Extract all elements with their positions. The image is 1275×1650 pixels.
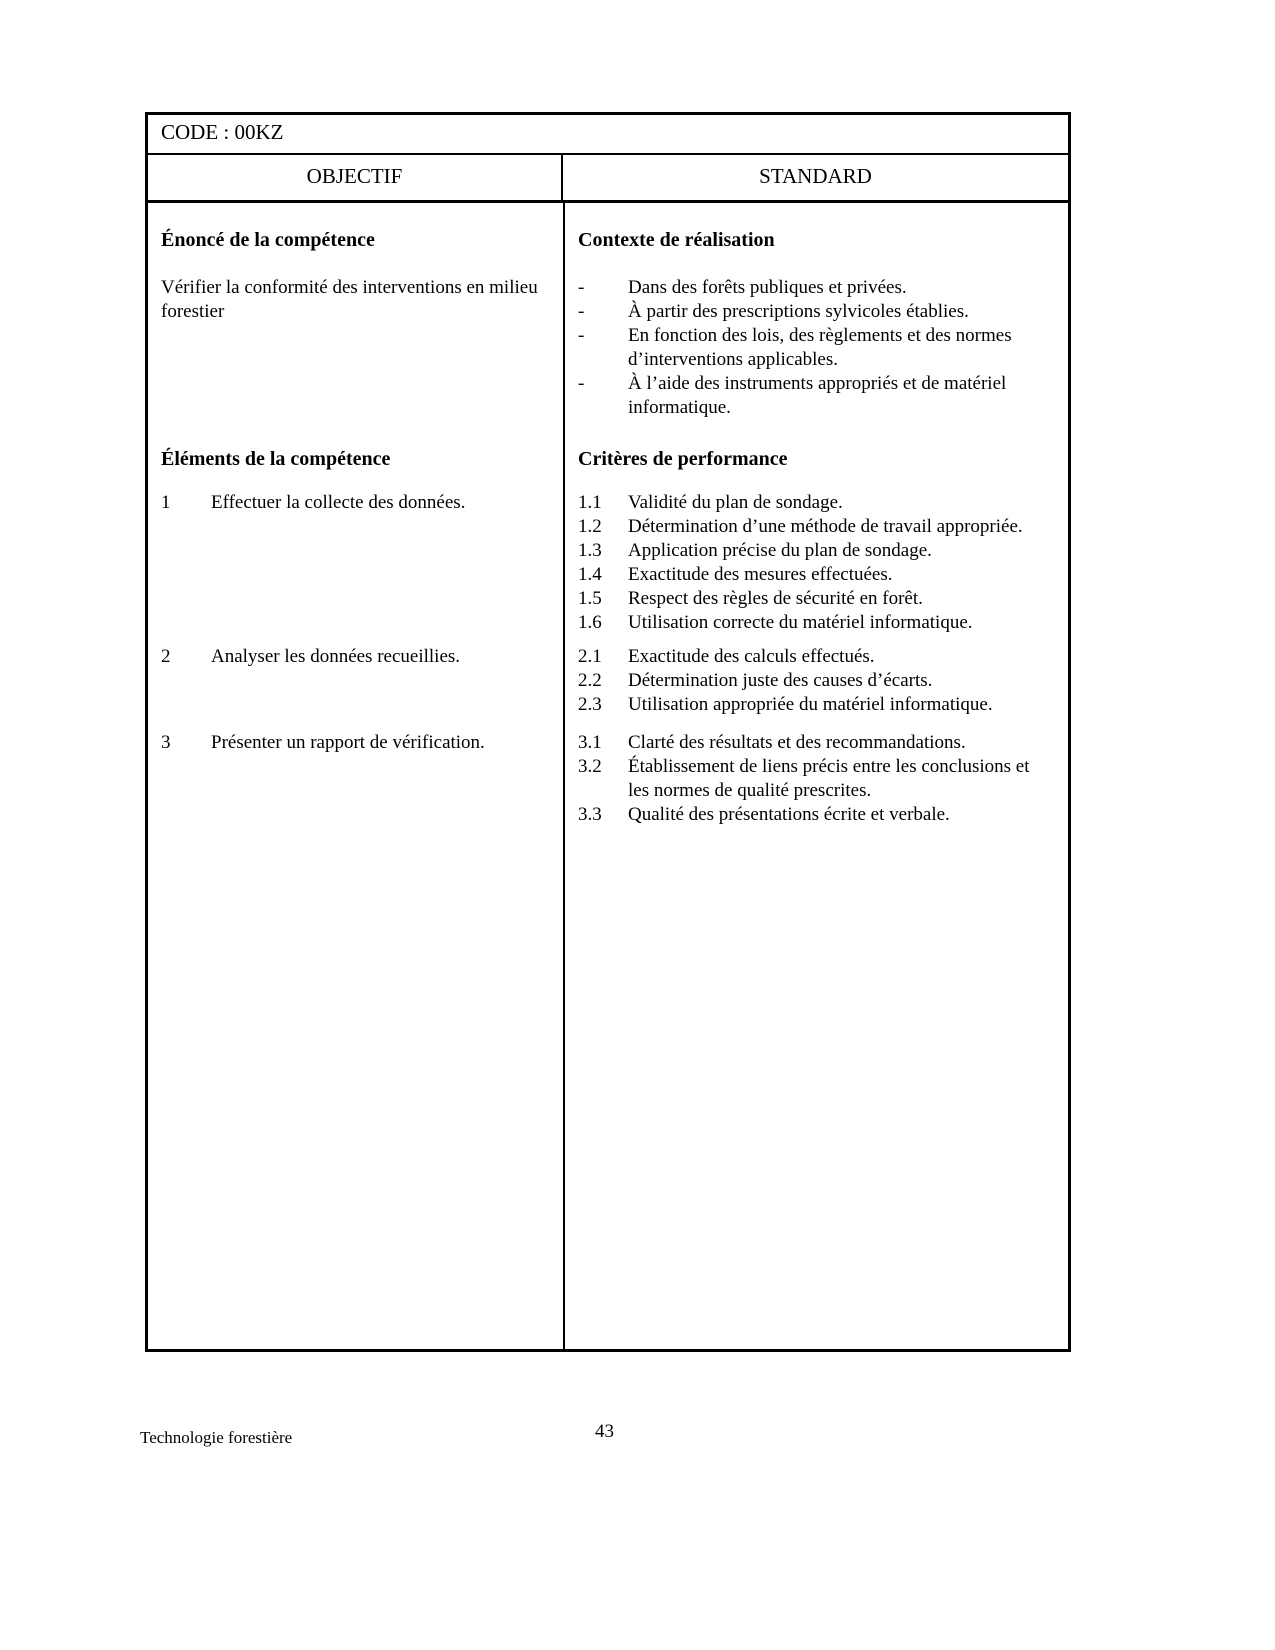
contexte-item <box>578 324 1052 372</box>
contexte-item-text: En fonction des lois, des règlements et des normes d’interventions applicables. <box>628 325 1012 370</box>
element-item-3 <box>148 731 563 827</box>
criteria-number: 1.5 <box>578 588 602 609</box>
criteria-row <box>578 539 1052 563</box>
criteres-heading: Critères de performance <box>578 448 788 470</box>
criteria-text: Utilisation correcte du matériel informatique. <box>628 612 973 633</box>
criteria-number: 1.6 <box>578 612 602 633</box>
criteria-number: 2.1 <box>578 646 602 667</box>
criteria-row <box>578 645 1052 669</box>
table-body <box>148 203 1068 1349</box>
criteria-group-2 <box>563 645 1068 717</box>
enonce-heading-cell <box>148 229 563 252</box>
contexte-item <box>578 372 1052 420</box>
elements-heading: Éléments de la compétence <box>161 448 391 470</box>
criteria-text: Application précise du plan de sondage. <box>628 540 932 561</box>
criteria-row <box>578 755 1052 803</box>
criteria-number: 2.2 <box>578 670 602 691</box>
criteria-row <box>578 731 1052 755</box>
element-row <box>161 731 545 755</box>
competence-text: Vérifier la conformité des interventions en milieu forestier <box>161 277 538 322</box>
criteria-number: 1.4 <box>578 564 602 585</box>
criteria-text: Validité du plan de sondage. <box>628 492 843 513</box>
criteria-number: 3.2 <box>578 756 602 777</box>
contexte-list <box>563 276 1068 420</box>
element-item-1 <box>148 491 563 635</box>
code-cell: CODE : 00KZ <box>148 115 1068 155</box>
contexte-heading: Contexte de réalisation <box>578 229 775 251</box>
criteria-number: 3.1 <box>578 732 602 753</box>
element-text: Analyser les données recueillies. <box>211 646 461 667</box>
element-number: 3 <box>161 732 171 753</box>
competence-text-cell <box>148 276 563 420</box>
criteria-row <box>578 611 1052 635</box>
criteria-number: 3.3 <box>578 804 602 825</box>
contexte-heading-cell <box>563 229 1068 252</box>
competency-table <box>145 112 1071 1352</box>
element-number: 1 <box>161 492 171 513</box>
criteria-text: Exactitude des mesures effectuées. <box>628 564 893 585</box>
criteria-number: 1.3 <box>578 540 602 561</box>
element-text: Présenter un rapport de vérification. <box>211 732 485 753</box>
elements-heading-cell <box>148 448 563 471</box>
criteria-group-1 <box>563 491 1068 635</box>
objectif-header: OBJECTIF <box>148 155 563 200</box>
dash-bullet: - <box>578 277 585 298</box>
criteria-number: 2.3 <box>578 694 602 715</box>
dash-bullet: - <box>578 301 585 322</box>
contexte-item-text: À partir des prescriptions sylvicoles établies. <box>628 301 969 322</box>
contexte-item <box>578 300 1052 324</box>
dash-bullet: - <box>578 325 585 346</box>
contexte-item <box>578 276 1052 300</box>
element-row <box>161 491 545 515</box>
page-number: 43 <box>595 1421 614 1442</box>
criteria-text: Exactitude des calculs effectués. <box>628 646 875 667</box>
criteria-text: Détermination juste des causes d’écarts. <box>628 670 933 691</box>
column-headers <box>148 155 1068 203</box>
criteria-group-3 <box>563 731 1068 827</box>
criteria-text: Utilisation appropriée du matériel informatique. <box>628 694 993 715</box>
criteria-number: 1.2 <box>578 516 602 537</box>
criteria-row <box>578 669 1052 693</box>
criteria-text: Détermination d’une méthode de travail appropriée. <box>628 516 1023 537</box>
criteria-text: Respect des règles de sécurité en forêt. <box>628 588 923 609</box>
element-text: Effectuer la collecte des données. <box>211 492 466 513</box>
criteria-row <box>578 515 1052 539</box>
standard-header: STANDARD <box>759 164 872 188</box>
criteres-heading-cell <box>563 448 1068 471</box>
footer-document-title: Technologie forestière <box>140 1428 293 1447</box>
criteria-number: 1.1 <box>578 492 602 513</box>
dash-bullet: - <box>578 373 585 394</box>
criteria-text: Clarté des résultats et des recommandations. <box>628 732 966 753</box>
criteria-text: Qualité des présentations écrite et verbale. <box>628 804 950 825</box>
criteria-text: Établissement de liens précis entre les conclusions et les normes de qualité prescrites. <box>628 756 1030 801</box>
element-row <box>161 645 545 669</box>
criteria-row <box>578 563 1052 587</box>
contexte-item-text: À l’aide des instruments appropriés et de matériel informatique. <box>628 373 1007 418</box>
criteria-row <box>578 803 1052 827</box>
element-number: 2 <box>161 646 171 667</box>
contexte-item-text: Dans des forêts publiques et privées. <box>628 277 907 298</box>
criteria-row <box>578 587 1052 611</box>
enonce-heading: Énoncé de la compétence <box>161 229 375 251</box>
criteria-row <box>578 491 1052 515</box>
element-item-2 <box>148 645 563 717</box>
criteria-row <box>578 693 1052 717</box>
